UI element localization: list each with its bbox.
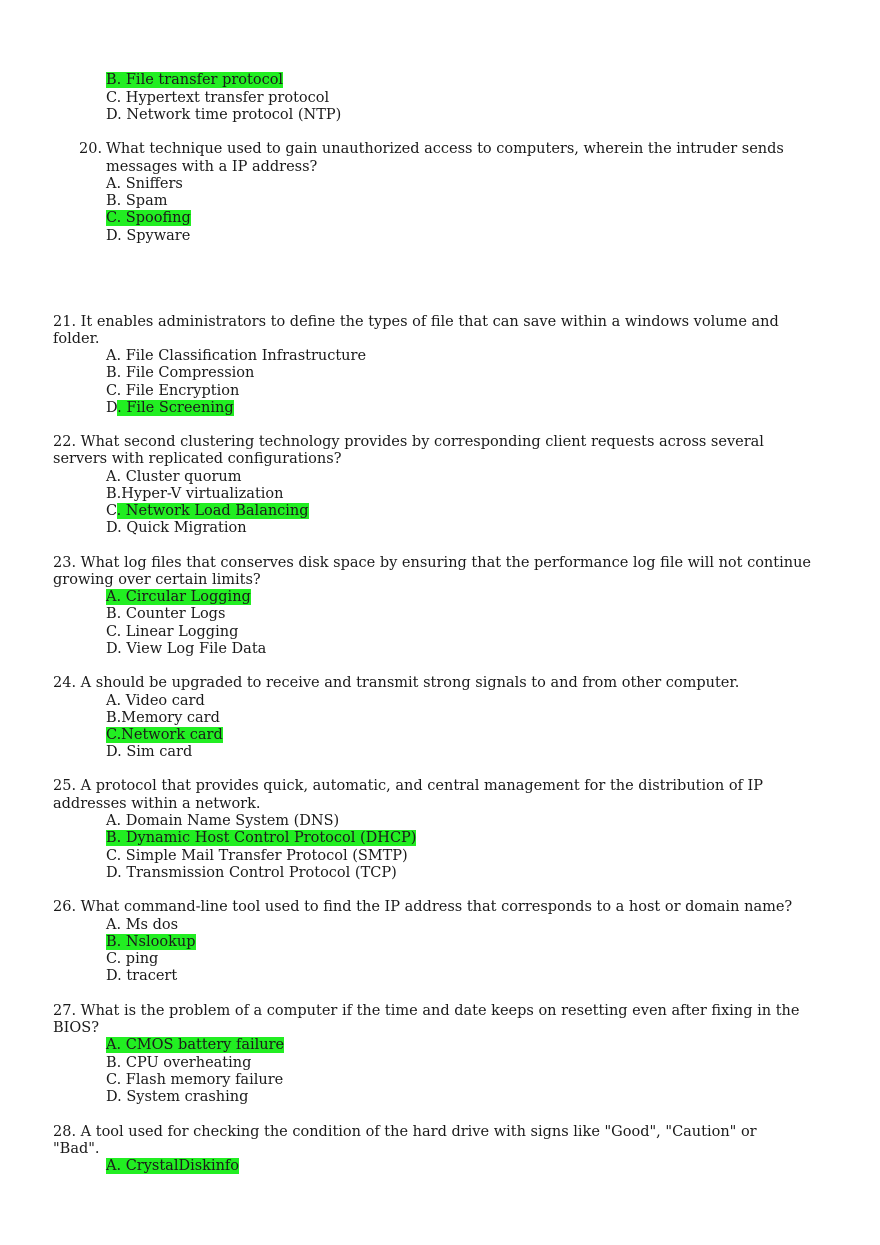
q20-option-d: D. Spyware: [106, 228, 191, 244]
q26-question-line-1: 26. What command-line tool used to find the IP address that corresponds to a host or domain name?: [53, 899, 793, 915]
q21-question-line-1: 21. It enables administrators to define the types of file that can save within a windows volume and: [53, 314, 779, 330]
q20-option-c: [106, 210, 191, 227]
answer-highlight: C. Spoofing: [106, 210, 191, 226]
q20-option-a: A. Sniffers: [106, 176, 183, 192]
q26-option-c: C. ping: [106, 951, 159, 967]
q22-question-line-2: servers with replicated configurations?: [53, 451, 342, 467]
q28-question-line-1: 28. A tool used for checking the condition of the hard drive with signs like "Good", "Caution" or: [53, 1124, 757, 1140]
q22-option-c: [106, 503, 309, 520]
q21-option-b: B. File Compression: [106, 365, 255, 381]
answer-highlight: . File Screening: [117, 400, 234, 416]
q20-question-line-2: messages with a IP address?: [106, 159, 318, 175]
q27-option-d: D. System crashing: [106, 1089, 249, 1105]
answer-highlight: A. CMOS battery failure: [106, 1037, 285, 1053]
answer-highlight: B. Dynamic Host Control Protocol (DHCP): [106, 830, 417, 846]
answer-highlight: A. Circular Logging: [106, 589, 251, 605]
q26-option-a: A. Ms dos: [106, 917, 179, 933]
q25-question-line-2: addresses within a network.: [53, 796, 261, 812]
q27-question-line-1: 27. What is the problem of a computer if the time and date keeps on resetting even after fixing in the: [53, 1003, 800, 1019]
q19-option-b: [106, 72, 283, 89]
q22-option-a: A. Cluster quorum: [106, 469, 242, 485]
q23-option-c: C. Linear Logging: [106, 624, 239, 640]
q21-option-d: [106, 400, 234, 417]
q21-option-a: A. File Classification Infrastructure: [106, 348, 367, 364]
q19-option-c: C. Hypertext transfer protocol: [106, 90, 330, 106]
q23-option-d: D. View Log File Data: [106, 641, 267, 657]
q19-option-d: D. Network time protocol (NTP): [106, 107, 342, 123]
q20-number: 20.: [79, 141, 103, 157]
q26-option-b: [106, 934, 196, 951]
q24-option-a: A. Video card: [106, 693, 205, 709]
q22-option-b: B.Hyper-V virtualization: [106, 486, 284, 502]
q21-question-line-2: folder.: [53, 331, 100, 347]
q24-option-d: D. Sim card: [106, 744, 193, 760]
q24-question-line-1: 24. A should be upgraded to receive and transmit strong signals to and from other computer.: [53, 675, 740, 691]
answer-highlight: B. File transfer protocol: [106, 72, 284, 88]
answer-highlight: C.Network card: [106, 727, 223, 743]
q22-question-line-1: 22. What second clustering technology provides by corresponding client requests across several: [53, 434, 764, 450]
q23-question-line-2: growing over certain limits?: [53, 572, 261, 588]
q21-option-c: C. File Encryption: [106, 383, 240, 399]
q28-question-line-2: "Bad".: [53, 1141, 100, 1157]
q23-option-a: [106, 589, 251, 606]
q20-option-b: B. Spam: [106, 193, 168, 209]
q27-question-line-2: BIOS?: [53, 1020, 99, 1036]
option-letter: C: [106, 503, 117, 519]
q22-option-d: D. Quick Migration: [106, 520, 247, 536]
q25-option-b: [106, 830, 416, 847]
answer-highlight: . Network Load Balancing: [116, 503, 309, 519]
q27-option-c: C. Flash memory failure: [106, 1072, 284, 1088]
answer-highlight: A. CrystalDiskinfo: [106, 1158, 240, 1174]
q26-option-d: D. tracert: [106, 968, 178, 984]
q23-question-line-1: 23. What log files that conserves disk space by ensuring that the performance log file will not continue: [53, 555, 811, 571]
q25-question-line-1: 25. A protocol that provides quick, automatic, and central management for the distribution of IP: [53, 778, 764, 794]
q20-question-line-1: What technique used to gain unauthorized access to computers, wherein the intruder sends: [106, 141, 784, 157]
q25-option-a: A. Domain Name System (DNS): [106, 813, 340, 829]
q24-option-c: [106, 727, 223, 744]
option-letter: D: [106, 400, 118, 416]
q27-option-b: B. CPU overheating: [106, 1055, 252, 1071]
answer-highlight: B. Nslookup: [106, 934, 196, 950]
q27-option-a: [106, 1037, 284, 1054]
q24-option-b: B.Memory card: [106, 710, 220, 726]
q23-option-b: B. Counter Logs: [106, 606, 226, 622]
q25-option-c: C. Simple Mail Transfer Protocol (SMTP): [106, 848, 408, 864]
q25-option-d: D. Transmission Control Protocol (TCP): [106, 865, 397, 881]
q28-option-a: [106, 1158, 239, 1175]
